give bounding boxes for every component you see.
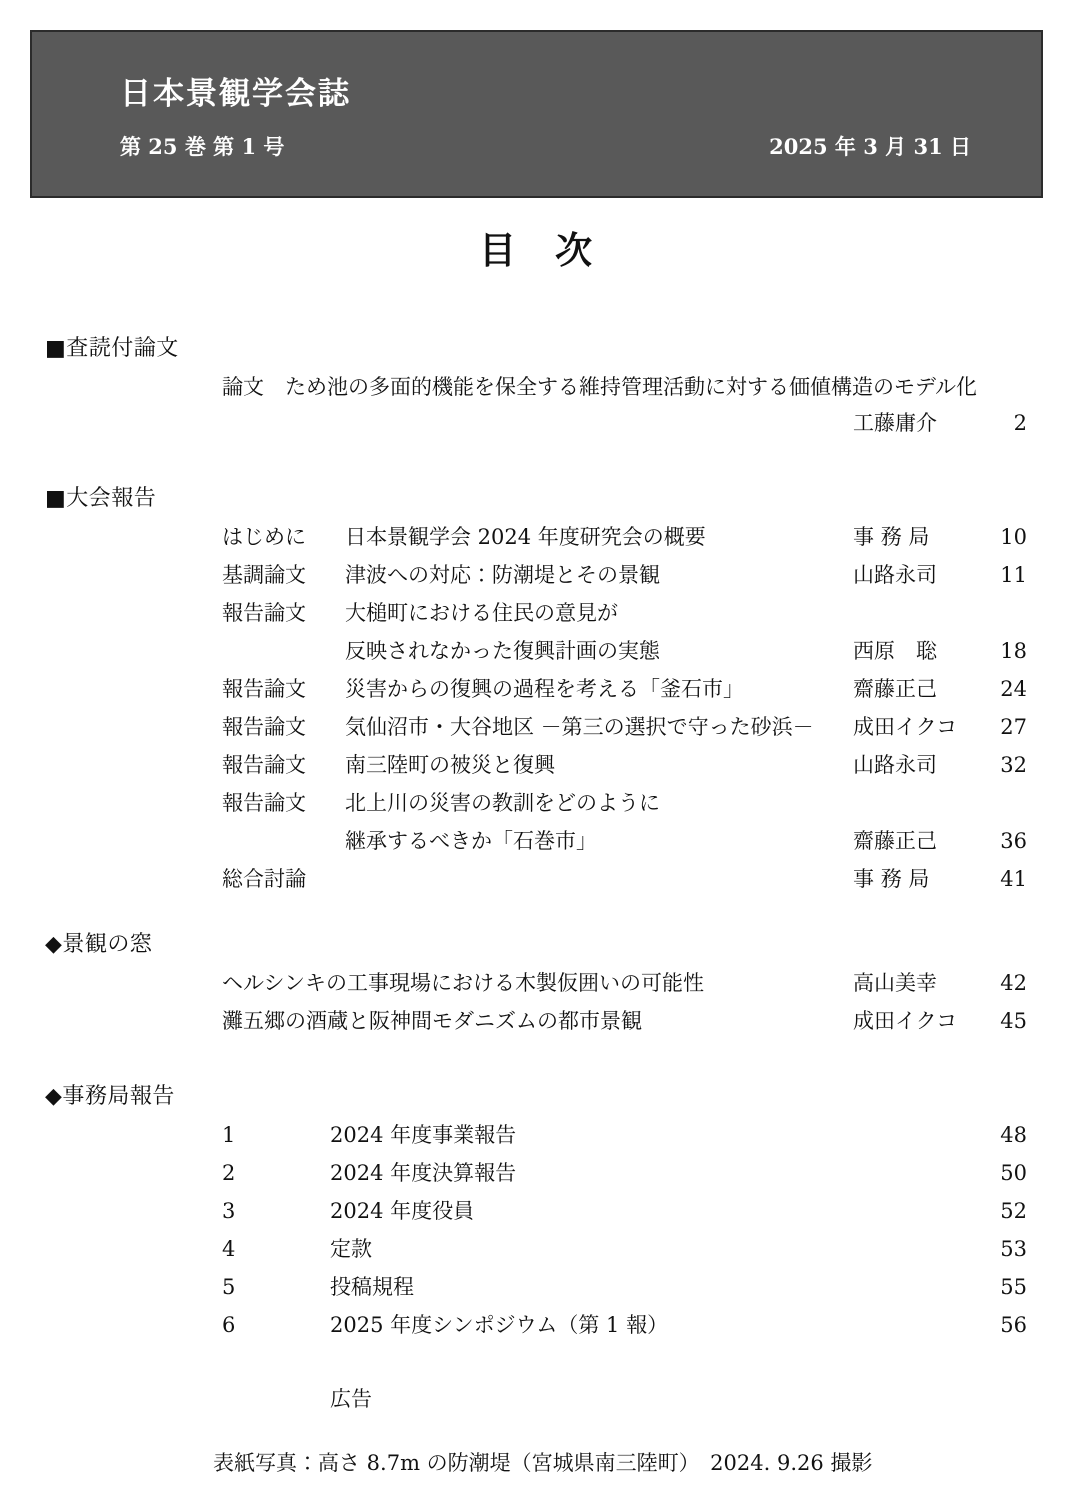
toc-entry-title: 2024 年度事業報告 xyxy=(330,1123,517,1147)
section-heading-office-report: ◆事務局報告 xyxy=(45,1084,175,1109)
toc-row xyxy=(222,1268,1027,1306)
toc-author: 事 務 局 xyxy=(853,867,930,891)
toc-row xyxy=(222,1192,1027,1230)
toc-page-number: 27 xyxy=(1000,715,1027,739)
toc-entry-title: ヘルシンキの工事現場における木製仮囲いの可能性 xyxy=(222,971,704,995)
toc-entry-title: 継承するべきか「石巻市」 xyxy=(345,829,597,853)
toc-page-number: 55 xyxy=(1000,1275,1027,1299)
toc-page-number: 41 xyxy=(1000,867,1027,891)
toc-author: 齋藤正己 xyxy=(853,677,937,701)
toc-author: 齋藤正己 xyxy=(853,829,937,853)
toc-row xyxy=(222,594,1027,632)
journal-header xyxy=(30,30,1043,198)
toc-author xyxy=(853,594,970,632)
volume-label: 第 25 巻 第 1 号 xyxy=(120,134,285,159)
toc-row xyxy=(222,860,1027,898)
toc-category: 報告論文 xyxy=(222,715,306,739)
toc-entry-title: 気仙沼市・大谷地区 －第三の選択で守った砂浜－ xyxy=(345,715,814,739)
toc-page-number: 2 xyxy=(1013,411,1027,435)
peer-entry-author-row xyxy=(222,406,1027,440)
toc-page-number xyxy=(970,594,1027,632)
toc-entry-title: 灘五郷の酒蔵と阪神間モダニズムの都市景観 xyxy=(222,1009,642,1033)
toc-author: 山路永司 xyxy=(853,753,937,777)
section-heading-peer-reviewed: ■査読付論文 xyxy=(45,336,179,361)
toc-entry-title: 南三陸町の被災と復興 xyxy=(345,753,555,777)
toc-entry-title: 2024 年度決算報告 xyxy=(330,1161,517,1185)
toc-page-number: 45 xyxy=(1000,1009,1027,1033)
toc-page-number: 53 xyxy=(1000,1237,1027,1261)
toc-row xyxy=(222,1230,1027,1268)
toc-author: 成田イクコ xyxy=(853,1009,958,1033)
toc-entry-title: 津波への対応：防潮堤とその景観 xyxy=(345,563,660,587)
toc-category: はじめに xyxy=(222,525,306,549)
toc-category xyxy=(222,632,345,670)
toc-row xyxy=(222,1306,1027,1344)
toc-page-number: 36 xyxy=(1000,829,1027,853)
toc-item-number: 3 xyxy=(222,1199,236,1223)
toc-category: 報告論文 xyxy=(222,601,306,625)
issue-date: 2025 年 3 月 31 日 xyxy=(769,134,971,159)
section-heading-landscape-window: ◆景観の窓 xyxy=(45,932,153,957)
toc-author: 高山美幸 xyxy=(853,971,937,995)
toc-entry-title: 投稿規程 xyxy=(330,1275,414,1299)
toc-row xyxy=(222,746,1027,784)
toc-title: 目 次 xyxy=(479,228,593,272)
toc-category xyxy=(222,822,345,860)
toc-author xyxy=(853,784,970,822)
toc-author: 成田イクコ xyxy=(853,715,958,739)
toc-page-number: 10 xyxy=(1000,525,1027,549)
toc-category: 報告論文 xyxy=(222,791,306,815)
toc-page-number: 24 xyxy=(1000,677,1027,701)
toc-item-number: 2 xyxy=(222,1161,236,1185)
toc-page-number xyxy=(970,784,1027,822)
toc-row xyxy=(222,708,1027,746)
toc-row xyxy=(222,670,1027,708)
spacer xyxy=(222,406,853,440)
toc-entry-title: 北上川の災害の教訓をどのように xyxy=(345,791,660,815)
peer-entry-title: 論文 ため池の多面的機能を保全する維持管理活動に対する価値構造のモデル化 xyxy=(222,375,977,399)
journal-title: 日本景観学会誌 xyxy=(120,76,351,112)
toc-item-number: 1 xyxy=(222,1123,236,1147)
toc-row xyxy=(222,1154,1027,1192)
toc-entry-title: 日本景観学会 2024 年度研究会の概要 xyxy=(345,525,706,549)
toc-entry-title: 定款 xyxy=(330,1237,372,1261)
toc-row xyxy=(222,784,1027,822)
toc-row xyxy=(222,632,1027,670)
toc-row xyxy=(222,1116,1027,1154)
toc-page-number: 52 xyxy=(1000,1199,1027,1223)
toc-page-number: 11 xyxy=(1000,563,1027,587)
toc-row xyxy=(222,518,1027,556)
toc-page-number: 18 xyxy=(1000,639,1027,663)
toc-entry-title: 反映されなかった復興計画の実態 xyxy=(345,639,660,663)
toc-page-number: 32 xyxy=(1000,753,1027,777)
toc-category: 基調論文 xyxy=(222,563,306,587)
toc-page-number: 48 xyxy=(1000,1123,1027,1147)
section-heading-conference: ■大会報告 xyxy=(45,486,157,511)
toc-row xyxy=(222,964,1027,1002)
toc-entry-title: 2024 年度役員 xyxy=(330,1199,475,1223)
toc-page-number: 42 xyxy=(1000,971,1027,995)
toc-item-number: 4 xyxy=(222,1237,236,1261)
toc-category: 総合討論 xyxy=(222,867,306,891)
toc-entry-title xyxy=(345,860,853,898)
toc-entry-title: 大槌町における住民の意見が xyxy=(345,601,618,625)
toc-author: 西原 聡 xyxy=(853,639,937,663)
toc-entry-title: 災害からの復興の過程を考える「釜石市」 xyxy=(345,677,744,701)
toc-page-number: 56 xyxy=(1000,1313,1027,1337)
toc-page-number: 50 xyxy=(1000,1161,1027,1185)
ad-label: 広告 xyxy=(330,1387,372,1411)
toc-author: 山路永司 xyxy=(853,563,937,587)
toc-category: 報告論文 xyxy=(222,677,306,701)
toc-category: 報告論文 xyxy=(222,753,306,777)
cover-photo-note: 表紙写真：高さ 8.7m の防潮堤（宮城県南三陸町） 2024. 9.26 撮影 xyxy=(213,1451,873,1475)
toc-entry-title: 2025 年度シンポジウム（第 1 報） xyxy=(330,1313,669,1337)
toc-row xyxy=(222,1002,1027,1040)
journal-issue-row xyxy=(120,134,971,160)
toc-author: 事 務 局 xyxy=(853,525,930,549)
toc-row xyxy=(222,556,1027,594)
toc-item-number: 6 xyxy=(222,1313,236,1337)
toc-row xyxy=(222,822,1027,860)
toc-author: 工藤庸介 xyxy=(853,411,937,435)
toc-item-number: 5 xyxy=(222,1275,236,1299)
